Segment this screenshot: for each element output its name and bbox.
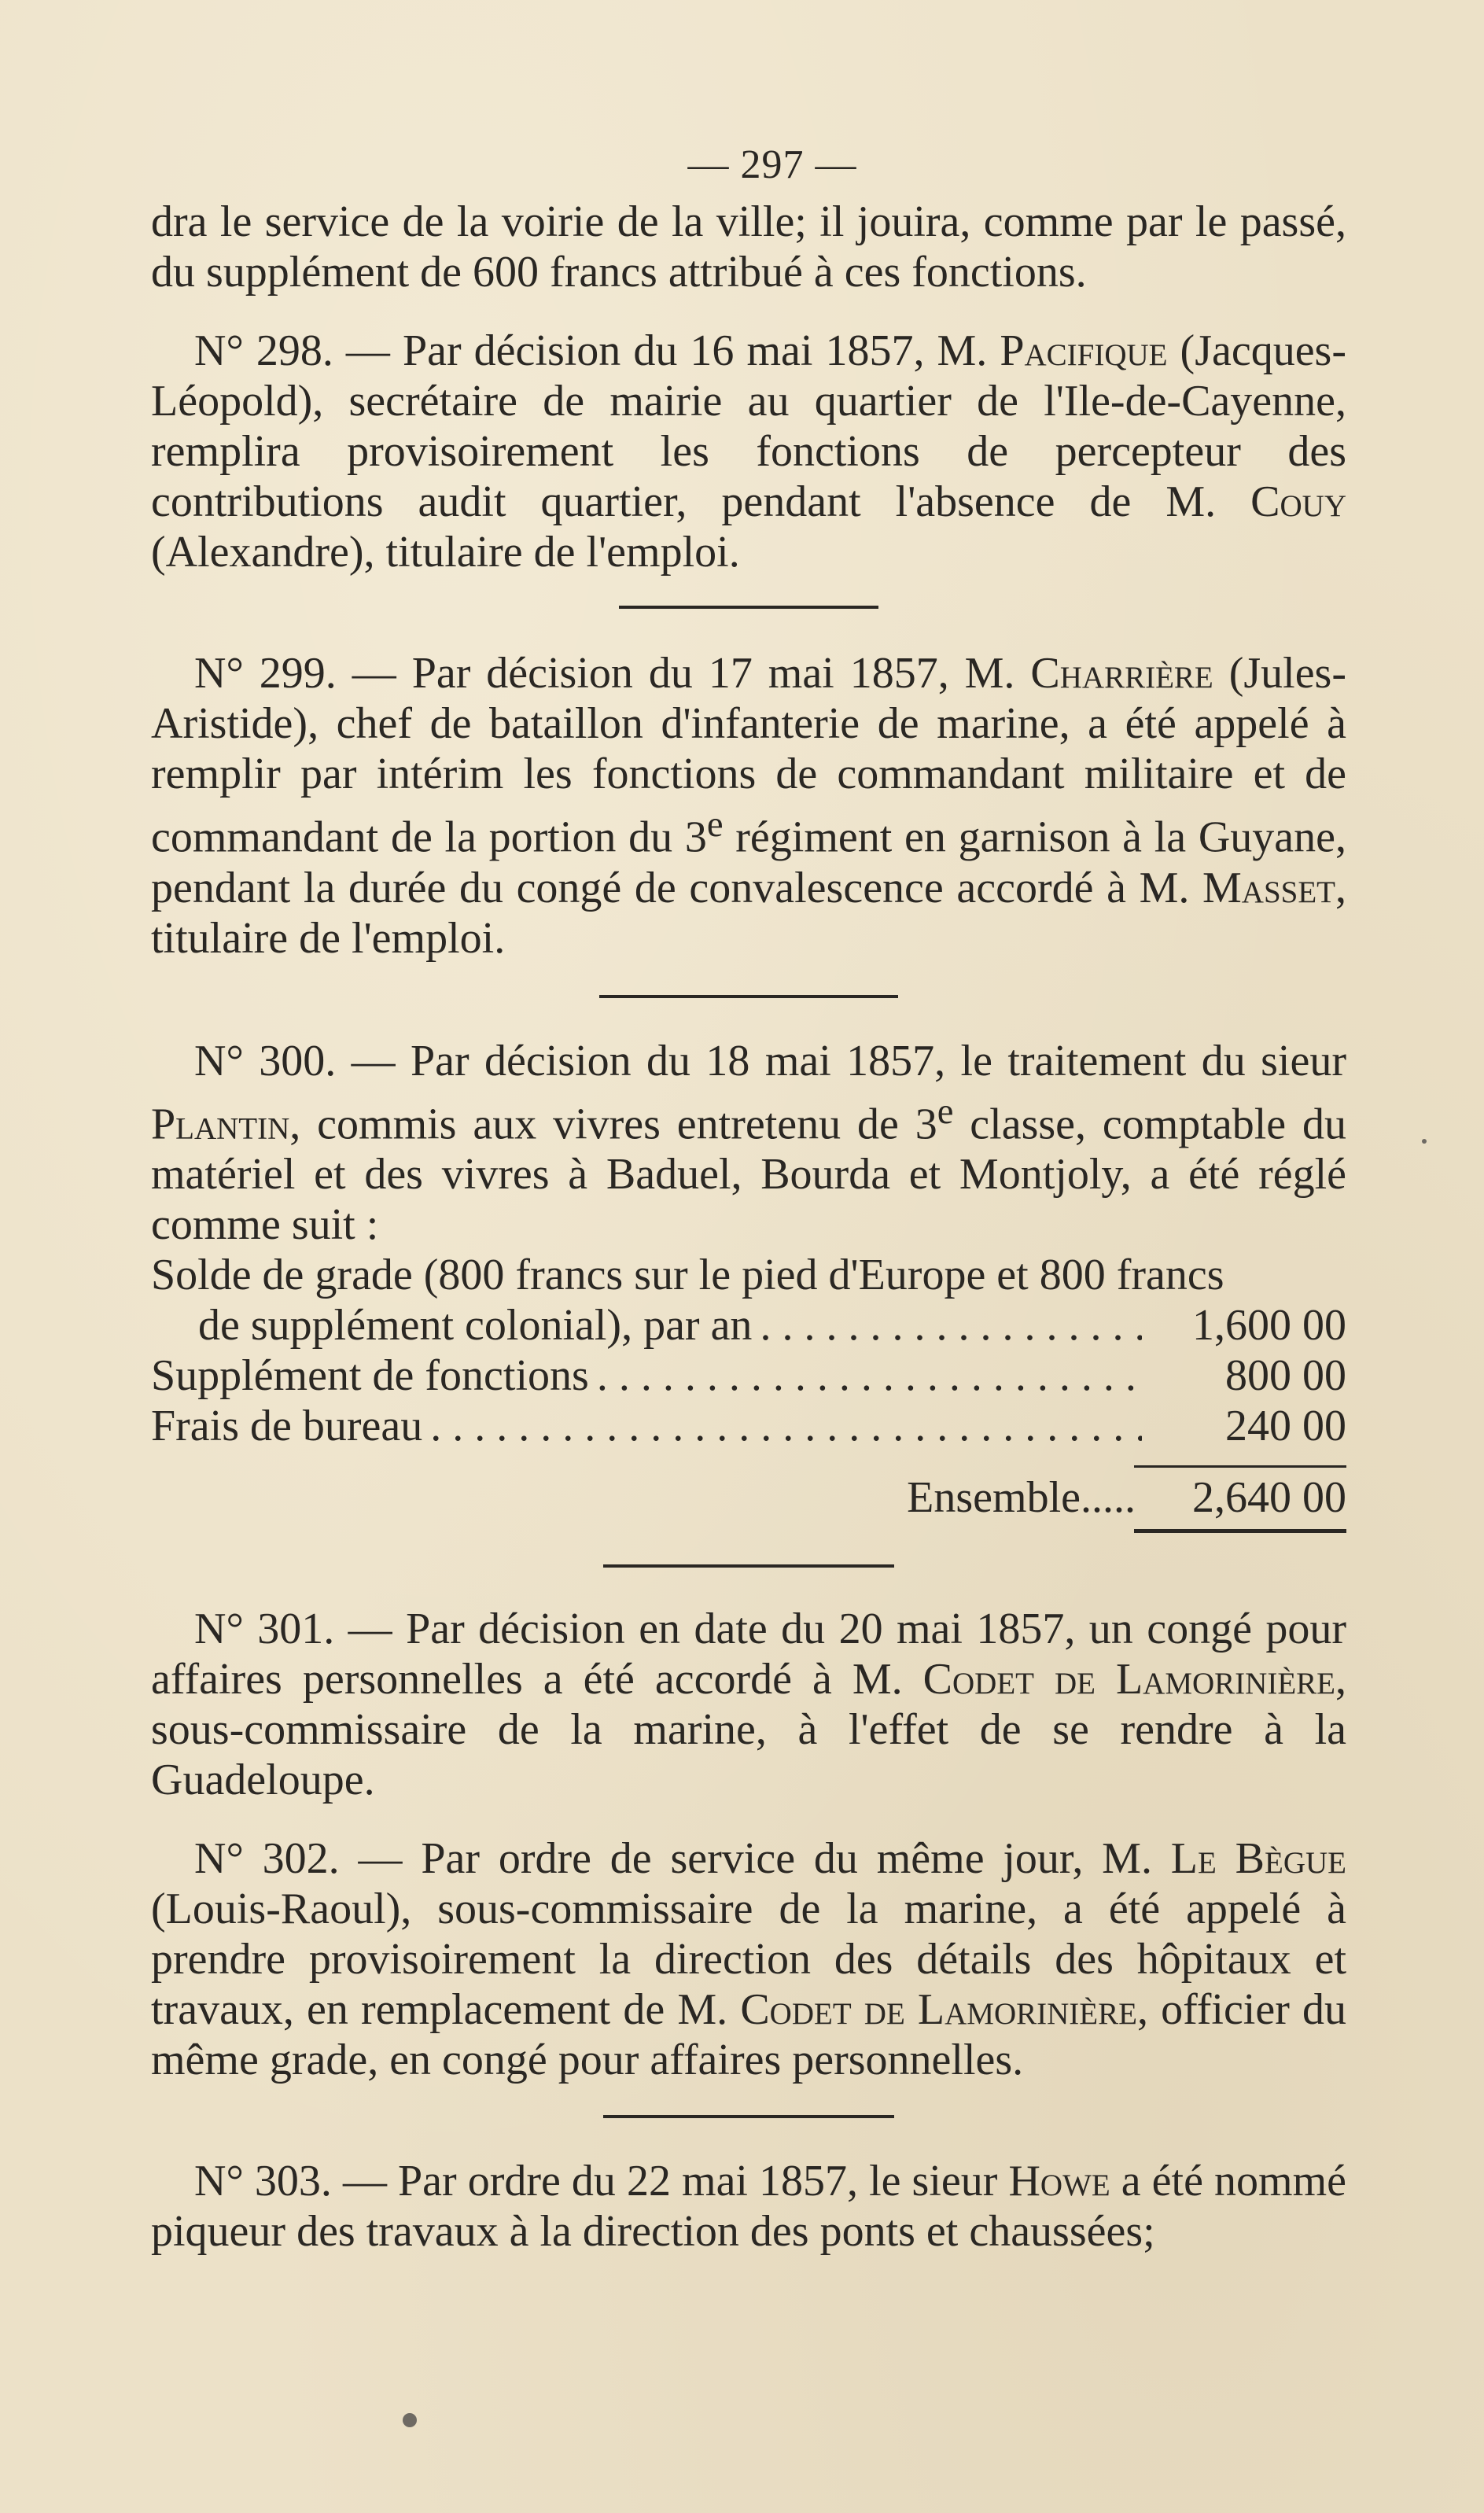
spacer [151,297,1346,326]
ledger-amount: 1,600 00 [1192,1301,1346,1350]
ledger-amount: 800 00 [1225,1351,1346,1401]
paragraph-298 [151,326,1346,577]
person-name: Codet de Lamorinière [922,1655,1335,1704]
entry-text: , commis aux vivres entretenu de 3 [289,1100,937,1149]
ledger-row [151,1250,1346,1300]
page [151,134,1346,2462]
ledger-row [151,1300,1346,1350]
page-number: — 297 — [687,142,857,187]
ledger-total-row [151,1472,1346,1523]
entry-text: (Jacques-Léopold), secrétaire de mairie au quartier de l'Ile-de-Cayenne, remplira provisoirement les fonctions de percepteur des contributions audit quartier, pendant l'absence de M. [151,326,1346,526]
person-name: Masset [1202,863,1335,912]
entry-text: (Louis-Raoul), sous-commissaire de la marine, a été appelé à prendre provisoirement la direction des détails des hôpitaux et travaux, en remplacement de M. [151,1885,1346,2035]
entry-text: (Alexandre), titulaire de l'emploi. [151,528,740,577]
person-name: Codet de Lamorinière [740,1985,1137,2035]
entry-text: , titulaire de l'emploi. [151,863,1346,963]
total-amount: 2,640 00 [1192,1473,1346,1523]
entry-number: N° 303. — Par ordre du 22 mai 1857, le sieur [194,2157,1009,2206]
paragraph-300 [151,1036,1346,1251]
dot-leader [760,1300,1142,1350]
entry-number: N° 301. — Par décision en date du 20 mai 1857, un congé pour affaires personnelles a été accordé à M. [151,1605,1346,1704]
paragraph-intro: dra le service de la voirie de la ville; il jouira, comme par le passé, du supplément de 600 francs attribué à ces fonctions. [151,197,1346,297]
dot-leader [597,1350,1142,1401]
spacer [151,1805,1346,1833]
entry-text: a été nommé piqueur des travaux à la direction des ponts et chaussées; [151,2157,1346,2257]
entry-text: (Jules-Aristide), chef de bataillon d'infanterie de marine, a été appelé à remplir par intérim les fonctions de commandant militaire et de commandant de la portion du 3 [151,649,1346,862]
ledger-label: Frais de bureau [151,1402,423,1451]
ledger-label: Supplément de fonctions [151,1351,589,1401]
ledger-label: de supplément colonial), par an [198,1301,753,1350]
entry-number: N° 298. — Par décision du 16 mai 1857, M. [194,326,1000,375]
person-name: Pacifique [1000,326,1168,375]
ink-spot [1422,1139,1427,1144]
ledger-row [151,1401,1346,1451]
ledger-row [151,1350,1346,1401]
entry-number: N° 299. — Par décision du 17 mai 1857, M. [194,649,1031,698]
total-underline [1134,1529,1346,1533]
divider-rule [603,2115,894,2118]
paragraph-302 [151,1833,1346,2085]
entry-number: N° 300. — Par décision du 18 mai 1857, le traitement du sieur [194,1036,1346,1085]
entry-text: classe, comptable du matériel et des vivres à Baduel, Bourda et Montjoly, a été réglé comme suit : [151,1100,1346,1250]
paragraph-299 [151,648,1346,964]
ledger-label: Solde de grade (800 francs sur le pied d'Europe et 800 francs [151,1251,1224,1300]
sum-rule [1134,1465,1346,1468]
total-label: Ensemble..... [907,1473,1136,1523]
ordinal-superscript: e [706,804,724,845]
person-name: Le Bègue [1170,1834,1346,1884]
person-name: Couy [1250,477,1346,526]
ordinal-superscript: e [937,1090,954,1132]
person-name: Charrière [1030,649,1213,698]
entry-number: N° 302. — Par ordre de service du même jour, M. [194,1834,1171,1884]
paragraph-301 [151,1604,1346,1805]
ink-spot [403,2413,417,2427]
salary-table [151,1250,1346,1533]
divider-rule [603,1564,894,1568]
entry-text: , sous-commissaire de la marine, à l'effet de se rendre à la Guadeloupe. [151,1655,1346,1805]
divider-rule [599,995,898,998]
dot-leader [430,1401,1142,1451]
person-name: Howe [1008,2157,1110,2206]
entry-text: , officier du même grade, en congé pour affaires personnelles. [151,1985,1347,2085]
entry-text: régiment en garnison à la Guyane, pendant la durée du congé de convalescence accordé à M. [151,812,1347,912]
divider-rule [619,606,878,609]
ledger-amount: 240 00 [1225,1402,1346,1451]
person-name: Plantin [151,1100,290,1149]
paragraph-303 [151,2156,1346,2257]
